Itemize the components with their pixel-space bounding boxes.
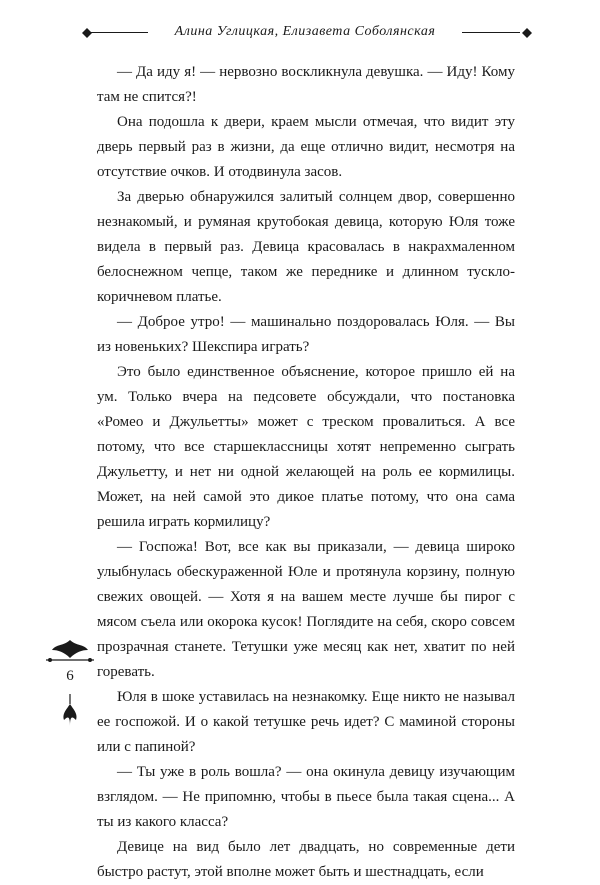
body-text (97, 60, 515, 885)
header-rule-left (90, 32, 148, 33)
page-number-ornament-icon (40, 636, 100, 736)
page-number: 6 (66, 668, 74, 684)
paragraph: Она подошла к двери, краем мысли отмечая, что видит эту дверь первый раз в жизни, да еще отлично видит, несмотря на отсутствие очков. И отодвинула засов. (97, 114, 515, 180)
header-rule-right (462, 32, 520, 33)
paragraph: Девице на вид было лет двадцать, но современные дети быстро растут, этой вполне может быть и шестнадцать, если (97, 839, 515, 880)
paragraph: За дверью обнаружился залитый солнцем двор, совершенно незнакомый, и румяная крутобокая девица, которую Юля тоже видела в первый раз. Девица красовалась в накрахмаленном белоснежном чепце, таком же переднике и длинном тускло-коричневом платье. (97, 189, 515, 305)
left-diamond-ornament-icon (80, 26, 94, 40)
paragraph: — Доброе утро! — машинально поздоровалась Юля. — Вы из новеньких? Шекспира играть? (97, 314, 515, 355)
running-title: Алина Углицкая, Елизавета Соболянская (169, 24, 442, 40)
paragraph: Юля в шоке уставилась на незнакомку. Еще никто не называл ее госпожой. И о какой тетушке речь идет? С маминой стороны или с папиной? (97, 689, 515, 755)
running-header (90, 18, 520, 46)
paragraph: — Да иду я! — нервозно воскликнула девушка. — Иду! Кому там не спится?! (97, 64, 515, 105)
paragraph: — Госпожа! Вот, все как вы приказали, — девица широко улыбнулась обескураженной Юле и протянула корзину, полную свежих овощей. — Хотя я на вашем месте лучше бы пирог с мясом съела или окорока кусок! Поглядите на себя, скоро совсем прозрачная станете. Тетушки уже месяц как нет, хватит по ней горевать. (97, 539, 515, 680)
right-diamond-ornament-icon (520, 26, 534, 40)
paragraph: — Ты уже в роль вошла? — она окинула девицу изучающим взглядом. — Не припомню, чтобы в пьесе была такая сцена... А ты из какого класса? (97, 764, 515, 830)
paragraph: Это было единственное объяснение, которое пришло ей на ум. Только вчера на педсовете обсуждали, что постановка «Ромео и Джульетты» может с треском провалиться. А все потому, что все старшеклассницы хотят непременно сыграть Джульетту, и нет ни одной желающей на роль ее кормилицы. Может, на ней самой это дикое платье потому, что она сама решила играть кормилицу? (97, 364, 515, 530)
